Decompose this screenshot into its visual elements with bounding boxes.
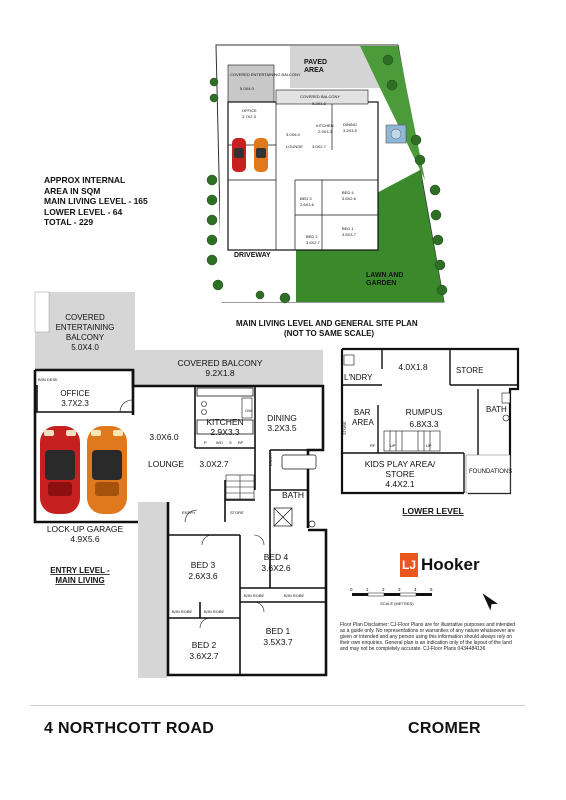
area-line-3: MAIN LIVING LEVEL - 165 [44,196,148,206]
dining-label: DINING [267,413,297,423]
office-label: OFFICE [60,389,90,398]
entry-label: ENTRY [182,510,196,515]
property-address: 4 NORTHCOTT ROAD [44,720,215,737]
site-bed3-label: BED 3 [300,196,312,201]
site-kitchen-label: KITCHEN [316,123,334,128]
lower-up-2: UP [426,443,432,448]
lower-up-1: UP [390,443,396,448]
ent-balcony-l1: COVERED [65,313,105,322]
footer-divider [30,705,525,706]
garage-size: 4.9X5.6 [70,534,100,544]
site-bed4-size: 3.6X2.6 [342,196,356,201]
ent-balcony-l3: BALCONY [65,333,105,342]
bi-desk-label: B/IN DESK [38,377,58,382]
rumpus-size: 6.8X3.3 [409,419,439,429]
lounge-label: LOUNGE [148,459,184,469]
bath-label: BATH [282,490,305,500]
site-dining-label: DINING [343,122,357,127]
ent-balcony-l2: ENTERTAINING [55,323,115,332]
bar-area-l2: AREA [352,418,374,427]
scale-label: SCALE (METRES) [380,601,414,606]
site-car-orange [254,138,268,172]
bed3-label: BED 3 [190,560,216,570]
bed1-size: 3.5X3.7 [263,637,293,647]
lower-store-side: STORE [342,421,347,435]
entry-level-label-1: ENTRY LEVEL - [50,566,110,575]
gw-label: GW [245,408,252,413]
site-plan-caption-2: (NOT TO SAME SCALE) [284,329,375,338]
bed1-label: BED 1 [265,626,291,636]
store-label: STORE [230,510,244,515]
property-suburb: CROMER [408,720,481,737]
dining-size: 3.2X3.5 [267,423,297,433]
site-bed1-size: 3.5X3.7 [342,232,356,237]
lower-level-plan [338,345,528,520]
disclaimer: Floor Plan Disclaimer: CJ-Floor Plans are for illustrative purposes and intended as a guide only. No representations or warranties of any nature whatsoever are given or intended and any person using this information should always rely on their own enquiries. General plan is an indication only of the layout of the land and may not be completely accurate. CJ-Floor Plans 0434484136 [340,622,516,652]
kitchen-label: KITCHEN [206,417,244,427]
scale-bar [344,585,514,621]
site-covered-balcony-size: 9.2X1.8 [312,101,326,106]
site-dining-size: 3.2X3.5 [343,128,357,133]
lower-room-size-top: 4.0X1.8 [398,362,428,372]
site-lounge-a: 3.0X6.0 [286,132,300,137]
bed4-size: 3.6X2.6 [261,563,291,573]
area-line-2: AREA IN SQM [44,185,101,196]
kids-play-l2: STORE [385,469,415,479]
garage-car-red [40,426,80,514]
main-level-plan [30,290,330,690]
stairs [226,475,254,499]
scale-tick-4: 4 [414,587,417,592]
site-bed2-label: BED 2 [306,234,318,239]
scale-tick-2: 2 [382,587,385,592]
side-path [138,502,167,678]
area-summary [44,175,148,228]
site-plan-caption-1: MAIN LIVING LEVEL AND GENERAL SITE PLAN [236,319,418,328]
covered-balcony-label: COVERED BALCONY [177,358,263,368]
lounge-size-b: 3.0X2.7 [199,459,229,469]
site-lawn-label: LAWN AND GARDEN [366,272,404,287]
site-car-red [232,138,246,172]
garage-label: LOCK-UP GARAGE [46,524,124,534]
kids-play-size: 4.4X2.1 [385,479,415,489]
office-size: 3.7X2.3 [61,399,89,408]
rf-label: RF [238,440,244,445]
site-entertaining-label: COVERED ENTERTAINING BALCONY [230,72,301,77]
lower-store-label: STORE [456,366,484,375]
pantry-label: P [204,440,207,445]
site-plan [200,40,460,305]
site-entertaining-size: 5.0X4.0 [240,86,254,91]
site-driveway-label: DRIVEWAY [234,252,271,259]
garage-car-orange [87,426,127,514]
kitchen-size: 2.9X3.3 [210,427,240,437]
site-covered-balcony-label: COVERED BALCONY [300,94,341,99]
kids-play-l1: KIDS PLAY AREA/ [364,459,436,469]
site-kitchen-size: 2.9X3.3 [318,129,332,134]
area-line-5: TOTAL - 229 [44,217,94,227]
lj-hooker-logo [400,552,480,578]
wo-label: WO [216,440,223,445]
lower-level-label: LOWER LEVEL [402,506,464,516]
site-bed4-label: BED 4 [342,190,354,195]
site-bed1-label: BED 1 [342,226,354,231]
bi-robe-4: B/IN ROBE [204,609,225,614]
logo-mark: LJ [400,553,418,577]
lower-bath-label: BATH [486,405,507,414]
covered-balcony-size: 9.2X1.8 [205,368,235,378]
rumpus-label: RUMPUS [405,407,443,417]
bed3-size: 2.6X3.6 [188,571,218,581]
site-office-size: 3.7X2.3 [242,114,256,119]
lounge-size-a: 3.0X6.0 [149,432,179,442]
site-lounge-b: 3.0X2.7 [312,144,326,149]
scale-tick-5: 5 [430,587,433,592]
bed2-label: BED 2 [191,640,217,650]
s-label: S [229,440,232,445]
area-line-4: LOWER LEVEL - 64 [44,206,123,217]
site-office-label: OFFICE [242,108,257,113]
area-line-1: APPROX INTERNAL [44,175,126,185]
scale-tick-0: 0 [350,587,353,592]
bi-robe-1: B/IN ROBE [244,593,265,598]
scale-tick-1: 1 [366,587,369,592]
lndry-label: LNDRY [268,452,273,466]
logo-name: Hooker [421,555,480,574]
bar-area-l1: BAR [354,408,371,417]
lower-rf-label: RF [370,443,376,448]
site-lounge-label: LOUNGE [286,144,303,149]
site-bed3-size: 2.6X3.6 [300,202,314,207]
bi-robe-2: B/IN ROBE [284,593,305,598]
lower-lndry-label: L'NDRY [344,373,373,382]
north-arrow-icon [479,590,498,610]
site-bed2-size: 3.6X2.7 [306,240,320,245]
ent-balcony-size: 5.0X4.0 [71,343,99,352]
site-paved-area-label: PAVED AREA [304,59,328,74]
lower-stairs [384,431,440,451]
bed4-label: BED 4 [263,552,289,562]
bi-robe-3: B/IN ROBE [172,609,193,614]
entry-level-label-2: MAIN LIVING [55,576,105,585]
spa-icon [386,125,406,143]
bed2-size: 3.6X2.7 [189,651,219,661]
laundry-tub [344,355,354,365]
scale-tick-3: 3 [398,587,401,592]
foundations-label: FOUNDATIONS [469,469,513,475]
site-entertaining-balcony [228,65,274,103]
